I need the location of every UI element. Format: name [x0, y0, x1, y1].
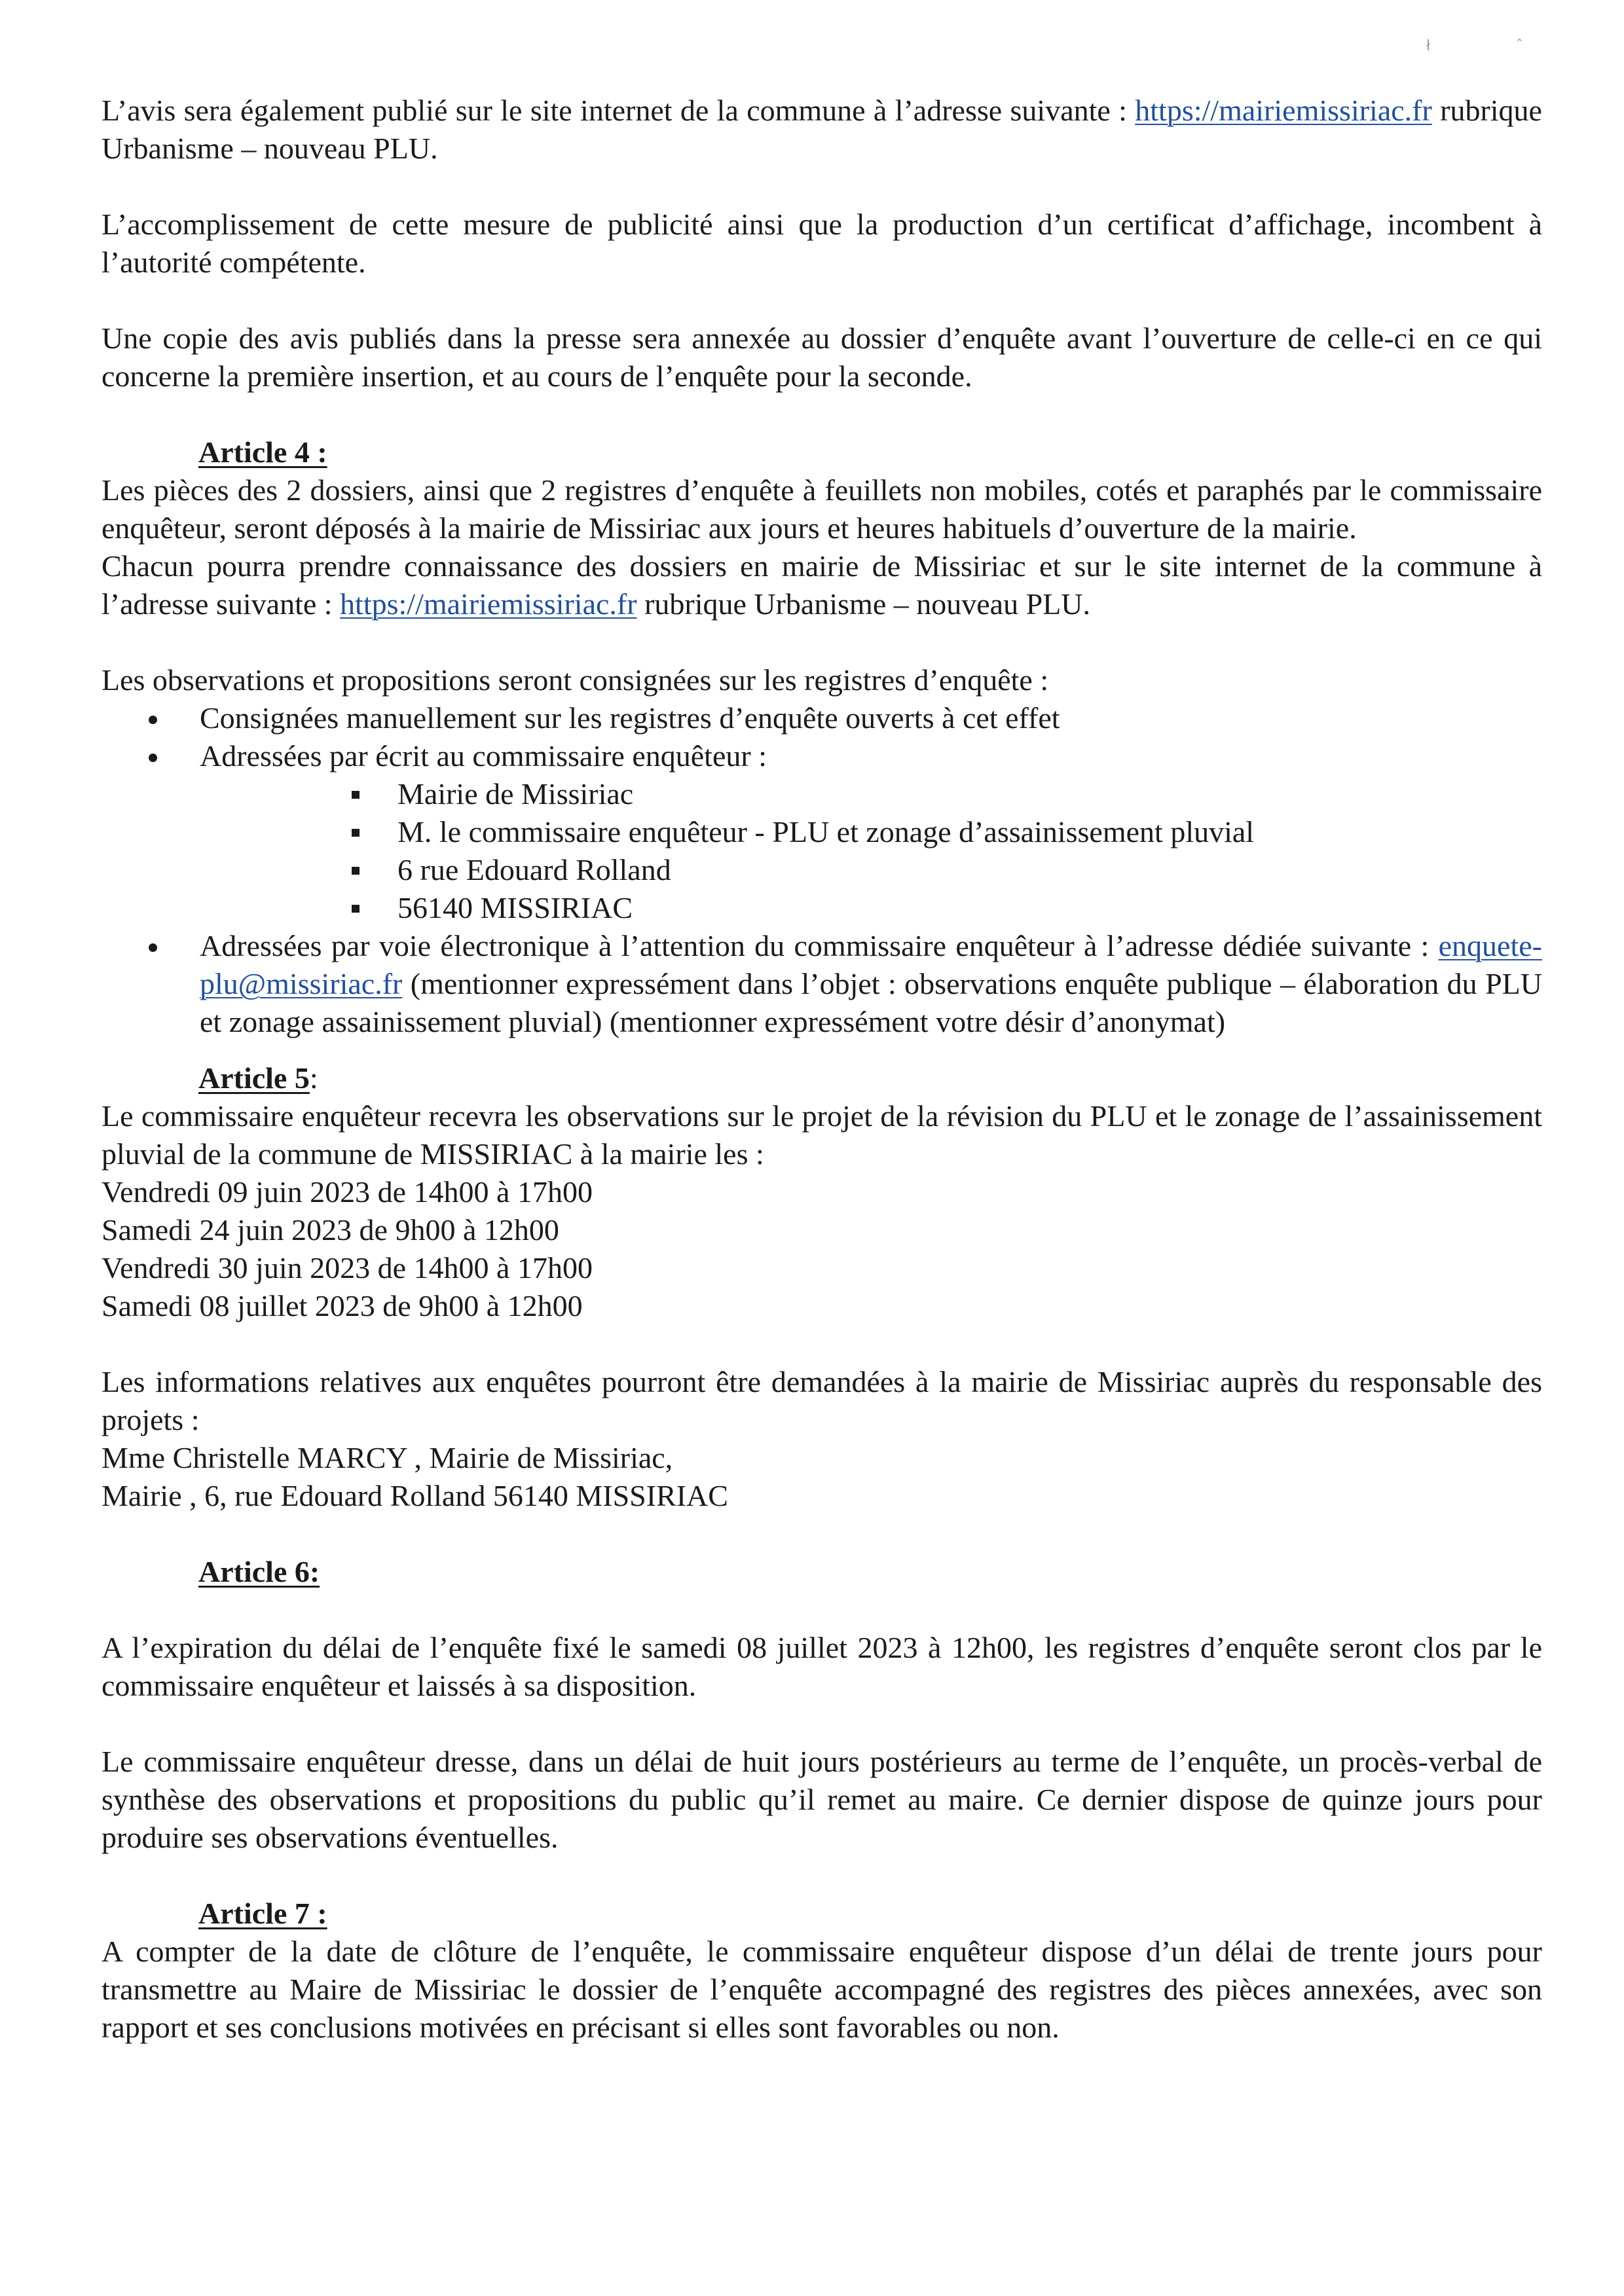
- intro-paragraph-1: L’avis sera également publié sur le site internet de la commune à l’adresse suivante : https://mairiemissiriac.fr rubrique Urbanisme – nouveau PLU.: [101, 94, 1542, 165]
- contact-line: Mairie , 6, rue Edouard Rolland 56140 MISSIRIAC: [101, 1479, 728, 1512]
- address-line: Mairie de Missiriac: [101, 775, 1542, 813]
- mairie-website-link[interactable]: https://mairiemissiriac.fr: [1135, 94, 1432, 127]
- scan-artifact: ł: [1426, 38, 1431, 54]
- address-line: 56140 MISSIRIAC: [101, 889, 1542, 927]
- submission-methods-list: [101, 699, 1542, 775]
- article-4-paragraph-2: Chacun pourra prendre connaissance des dossiers en mairie de Missiriac et sur le site internet de la commune à l’adresse suivante : https://mairiemissiriac.fr rubrique Urbanisme – nouveau PLU.: [101, 549, 1542, 621]
- enquete-email-link[interactable]: enquete-plu@missiriac.fr: [200, 929, 1542, 1000]
- article-6-paragraph-1: A l’expiration du délai de l’enquête fixé le samedi 08 juillet 2023 à 12h00, les registres d’enquête seront clos par le commissaire enquêteur et laissés à sa disposition.: [101, 1631, 1542, 1702]
- permanence-date: Vendredi 30 juin 2023 de 14h00 à 17h00: [101, 1251, 593, 1285]
- list-item: Adressées par écrit au commissaire enquêteur :: [101, 737, 1542, 775]
- article-5-paragraph-1: Le commissaire enquêteur recevra les observations sur le projet de la révision du PLU et le zonage de l’assainissement pluvial de la commune de MISSIRIAC à la mairie les :: [101, 1099, 1542, 1171]
- article-4-heading: Article 4 :: [198, 435, 327, 469]
- permanence-date: Vendredi 09 juin 2023 de 14h00 à 17h00: [101, 1175, 593, 1209]
- scan-artifact: ˆ: [1516, 38, 1523, 54]
- article-5-heading: Article 5:: [198, 1061, 318, 1095]
- article-7-heading: Article 7 :: [198, 1897, 327, 1930]
- postal-address-list: [101, 775, 1542, 927]
- address-line: 6 rue Edouard Rolland: [101, 851, 1542, 889]
- submission-methods-list-continued: [101, 927, 1542, 1041]
- article-5-paragraph-2: Les informations relatives aux enquêtes pourront être demandées à la mairie de Missiriac auprès du responsable des projets :: [101, 1365, 1542, 1436]
- intro-paragraph-3: Une copie des avis publiés dans la presse sera annexée au dossier d’enquête avant l’ouverture de celle-ci en ce qui concerne la première insertion, et au cours de l’enquête pour la seconde.: [101, 321, 1542, 393]
- observations-intro: Les observations et propositions seront consignées sur les registres d’enquête :: [101, 663, 1049, 697]
- article-7-paragraph-1: A compter de la date de clôture de l’enquête, le commissaire enquêteur dispose d’un délai de trente jours pour transmettre au Maire de Missiriac le dossier de l’enquête accompagné des registres des pièces annexées, avec son rapport et ses conclusions motivées en précisant si elles sont favorables ou non.: [101, 1935, 1542, 2044]
- article-6-paragraph-2: Le commissaire enquêteur dresse, dans un délai de huit jours postérieurs au terme de l’enquête, un procès-verbal de synthèse des observations et propositions du public qu’il remet au maire. Ce dernier dispose de quinze jours pour produire ses observations éventuelles.: [101, 1745, 1542, 1854]
- document-body: [101, 92, 1542, 2047]
- permanence-date: Samedi 08 juillet 2023 de 9h00 à 12h00: [101, 1289, 583, 1322]
- list-item: Adressées par voie électronique à l’attention du commissaire enquêteur à l’adresse dédiée suivante : enquete-plu@missiriac.fr (mentionner expressément dans l’objet : observations enquête publique – élaboration du PLU et zonage assainissement pluvial) (mentionner expressément votre désir d’anonymat): [101, 927, 1542, 1041]
- address-line: M. le commissaire enquêteur - PLU et zonage d’assainissement pluvial: [101, 813, 1542, 851]
- list-item: Consignées manuellement sur les registres d’enquête ouverts à cet effet: [101, 699, 1542, 737]
- mairie-website-link[interactable]: https://mairiemissiriac.fr: [340, 587, 637, 621]
- article-6-heading: Article 6:: [198, 1555, 320, 1588]
- contact-line: Mme Christelle MARCY , Mairie de Missiriac,: [101, 1441, 673, 1474]
- intro-paragraph-2: L’accomplissement de cette mesure de publicité ainsi que la production d’un certificat d’affichage, incombent à l’autorité compétente.: [101, 208, 1542, 279]
- article-4-paragraph-1: Les pièces des 2 dossiers, ainsi que 2 registres d’enquête à feuillets non mobiles, cotés et paraphés par le commissaire enquêteur, seront déposés à la mairie de Missiriac aux jours et heures habituels d’ouverture de la mairie.: [101, 473, 1542, 545]
- permanence-date: Samedi 24 juin 2023 de 9h00 à 12h00: [101, 1213, 559, 1247]
